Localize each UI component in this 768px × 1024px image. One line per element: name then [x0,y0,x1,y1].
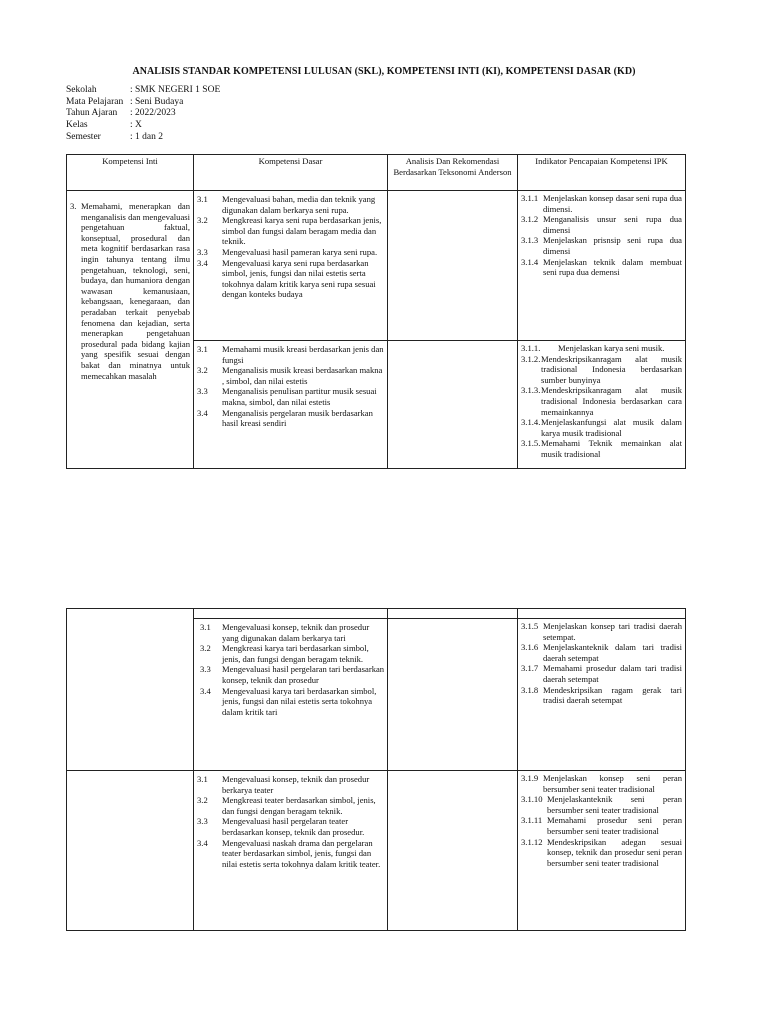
ipk-text: Memahami Teknik memainkan alat musik tradisional [541,438,682,459]
kd-text: Mengevaluasi hasil pameran karya seni rupa. [222,246,378,257]
list-item [521,642,682,663]
kd-text: Mengevaluasi karya tari berdasarkan simbol, jenis, fungsi dan nilai estetis serta tokohnya dalam kritik tari [222,685,377,717]
header-ipk: Indikator Pencapaian Kompetensi IPK [518,155,686,191]
ipk-number: 3.1.5 [521,621,539,631]
kd-text: Mengevaluasi hasil pergelaran tari berdasarkan konsep, teknik dan prosedur [222,664,385,685]
ipk-number: 3.1.11 [521,815,543,826]
kd-text: Mengevaluasi hasil pergelaran teater berdasarkan konsep, teknik dan prosedur. [222,816,365,837]
kd-number: 3.4 [197,257,208,268]
kd-text: Menganalisis musik kreasi berdasarkan makna , simbol, dan nilai estetis [222,365,383,386]
page-title: ANALISIS STANDAR KOMPETENSI LULUSAN (SKL), KOMPETENSI INTI (KI), KOMPETENSI DASAR (KD) [132,66,636,77]
list-item [521,257,682,278]
info-label: Sekolah [66,85,97,95]
header-analisis: Analisis Dan Rekomendasi Berdasarkan Teksonomi Anderson [388,155,518,191]
ipk-number: 3.1.10 [521,794,543,805]
kd-text: Mengevaluasi konsep, teknik dan prosedur yang digunakan dalam berkarya tari [222,622,370,643]
kd-text: Menganalisis penulisan partitur musik sesuai makna, simbol, dan nilai estetis [222,386,377,407]
kd-text: Mengkreasi karya tari berdasarkan simbol, jenis, dan fungsi dengan beragam teknik. [222,643,369,664]
list-item [200,622,385,643]
info-value: : 2022/2023 [130,108,176,119]
ki-cell [67,191,194,469]
ipk-cell [518,771,686,931]
ki-cell [67,609,194,771]
ipk-text: Menjelaskanteknik dalam tari tradisi daerah setempat [543,642,682,663]
ipk-number: 3.1.2. [521,353,541,364]
ipk-text: Mendeskripsikan adegan sesuai konsep, teknik dan prosedur seni peran bersumber seni teater tradisional [547,836,682,868]
analisis-cell [388,771,518,931]
kd-number: 3.1 [200,622,211,632]
info-value: : X [130,120,142,131]
ki-text: Memahami, menerapkan dan menganalisis dan mengevaluasi pengetahuan faktual, konseptual, prosedural dan meta kognitif berdasarkan rasa ingin tahunya tentang ilmu pengetahuan, teknologi, seni, budaya, dan humaniora dengan wawasan kemanusiaan, kebangsaan, kenegaraan, dan peradaban terkait penyebab fenomena dan kejadian, serta menerapkan pengetahuan prosedural pada bidang kajian yang spesifik sesuai dengan bakat dan minatnya untuk memecahkan masalah [81,201,190,381]
list-item [521,621,682,642]
info-label: Mata Pelajaran [66,96,124,107]
info-row-kelas [66,120,220,132]
ipk-text: Memahami prosedur dalam tari tradisi daerah setempat [543,663,682,684]
kd-text: Mengevaluasi naskah drama dan pergelaran teater berdasarkan simbol, jenis, fungsi dan nilai estetis serta tokohnya dalam kritik teater. [222,837,381,869]
header-kompetensi-inti: Kompetensi Inti [67,155,194,191]
kd-cell [194,191,388,341]
kd-number: 3.1 [197,774,208,784]
table-header-row [67,155,686,191]
kd-text: Memahami musik kreasi berdasarkan jenis dan fungsi [222,344,384,365]
ipk-cell [518,341,686,469]
kd-text: Mengkreasi karya seni rupa berdasarkan jenis, simbol dan fungsi dalam beragam media dan teknik. [222,215,382,247]
ipk-text: Menjelaskan konsep seni peran bersumber seni teater tradisional [543,773,682,794]
kd-number: 3.4 [200,685,211,696]
list-item [521,794,682,815]
list-item [197,795,385,816]
list-item [521,773,682,794]
info-label: Kelas [66,120,88,131]
kd-number: 3.4 [197,837,208,848]
ipk-text: Menjelaskanteknik seni peran bersumber seni teater tradisional [547,794,682,815]
kd-number: 3.1 [197,194,208,204]
list-item [521,438,682,459]
analisis-cell [388,191,518,341]
kd-text: Mengevaluasi konsep, teknik dan prosedur berkarya teater [222,774,370,795]
kd-number: 3.4 [197,407,208,418]
kd-number: 3.2 [197,365,208,376]
kd-cell [194,609,388,619]
kd-text: Mengevaluasi karya seni rupa berdasarkan simbol, jenis, fungsi dan nilai estetis serta tokohnya dalam kritik karya seni rupa sesuai dengan konteks budaya [222,257,376,300]
list-item [197,838,385,870]
ki-number: 3. [70,201,77,211]
info-row-semester [66,132,220,144]
ipk-number: 3.1.4 [521,256,539,267]
list-item [197,386,385,407]
ipk-number: 3.1.9 [521,773,539,783]
ipk-text: Mendeskripsikanragam alat musik tradisional Indonesia berdasarkan sumber bunyinya [541,353,682,385]
kd-number: 3.1 [197,344,208,354]
kd-number: 3.2 [200,643,211,654]
ipk-text: Memahami prosedur seni peran bersumber seni teater tradisional [547,815,682,836]
ipk-cell [518,619,686,771]
ipk-text: Menganalisis unsur seni rupa dua dimensi [543,214,682,235]
kd-number: 3.2 [197,215,208,226]
list-item [521,214,682,235]
ipk-text: Menjelaskan konsep dasar seni rupa dua dimensi. [543,193,682,214]
ipk-text: Menjelaskan prisnsip seni rupa dua dimensi [543,235,682,256]
document-info [66,85,220,144]
ipk-cell [518,191,686,341]
list-item [197,408,385,429]
table-row [67,771,686,931]
ipk-number: 3.1.12 [521,836,543,847]
analisis-cell [388,619,518,771]
list-item [200,686,385,718]
kd-number: 3.3 [197,246,208,257]
ipk-text: Menjelaskanfungsi alat musik dalam karya musik tradisional [541,417,682,438]
info-row-sekolah [66,85,220,97]
list-item [521,663,682,684]
list-item [521,417,682,438]
kd-text: Mengkreasi teater berdasarkan simbol, jenis, dan fungsi dengan beragam teknik. [222,795,376,816]
ipk-text: Menjelaskan konsep tari tradisi daerah setempat. [543,621,682,642]
ipk-text: Menjelaskan karya seni musik. [558,343,665,353]
list-item [521,354,682,386]
list-item [521,685,682,706]
ipk-text: Menjelaskan teknik dalam membuat seni rupa dua demensi [543,256,682,278]
ipk-number: 3.1.3. [521,385,541,396]
kd-number: 3.3 [200,664,211,675]
ipk-number: 3.1.1 [521,193,539,203]
ipk-number: 3.1.5. [521,438,541,449]
info-value: : 1 dan 2 [130,131,163,142]
list-item [521,235,682,256]
info-label: Tahun Ajaran [66,108,118,119]
ipk-number: 3.1.3 [521,235,539,246]
list-item [197,194,385,215]
kd-cell [194,341,388,469]
info-value: : Seni Budaya [130,96,184,107]
kd-cell [194,619,388,771]
list-item [521,343,682,354]
list-item [197,774,385,795]
analisis-cell [388,341,518,469]
analisis-cell [388,609,518,619]
header-kompetensi-dasar: Kompetensi Dasar [194,155,388,191]
list-item [521,193,682,214]
info-label: Semester [66,131,101,142]
ki-cell [67,771,194,931]
ipk-number: 3.1.7 [521,663,539,674]
ipk-number: 3.1.6 [521,642,539,653]
list-item [521,385,682,417]
ipk-cell [518,609,686,619]
list-item [197,816,385,837]
table-row [67,191,686,341]
kd-number: 3.2 [197,795,208,806]
table-row [67,609,686,619]
list-item [197,215,385,247]
ipk-number: 3.1.2 [521,214,539,225]
list-item [521,837,682,869]
list-item [200,664,385,685]
ipk-number: 3.1.1. [521,343,541,353]
info-row-tahun-ajaran [66,108,220,120]
ipk-number: 3.1.8 [521,684,539,695]
list-item [197,247,385,258]
kd-cell [194,771,388,931]
list-item [197,344,385,365]
ipk-number: 3.1.4. [521,417,541,428]
kd-number: 3.3 [197,386,208,397]
info-value: : SMK NEGERI 1 SOE [130,85,221,95]
kd-text: Menganalisis pergelaran musik berdasarkan hasil kreasi sendiri [222,407,373,429]
list-item [197,365,385,386]
list-item [200,643,385,664]
list-item [197,258,385,300]
info-row-mata-pelajaran [66,97,220,109]
ipk-text: Mendeskripsikanragam alat musik tradisional Indonesia berdasarkan cara memainkannya [541,385,682,417]
kd-number: 3.3 [197,816,208,827]
kd-text: Mengevaluasi bahan, media dan teknik yang digunakan dalam berkarya seni rupa. [222,194,376,215]
list-item [521,815,682,836]
competency-table-page-2 [66,608,686,931]
competency-table-page-1 [66,154,686,469]
ipk-text: Mendeskripsikan ragam gerak tari tradisi daerah setempat [543,684,682,706]
